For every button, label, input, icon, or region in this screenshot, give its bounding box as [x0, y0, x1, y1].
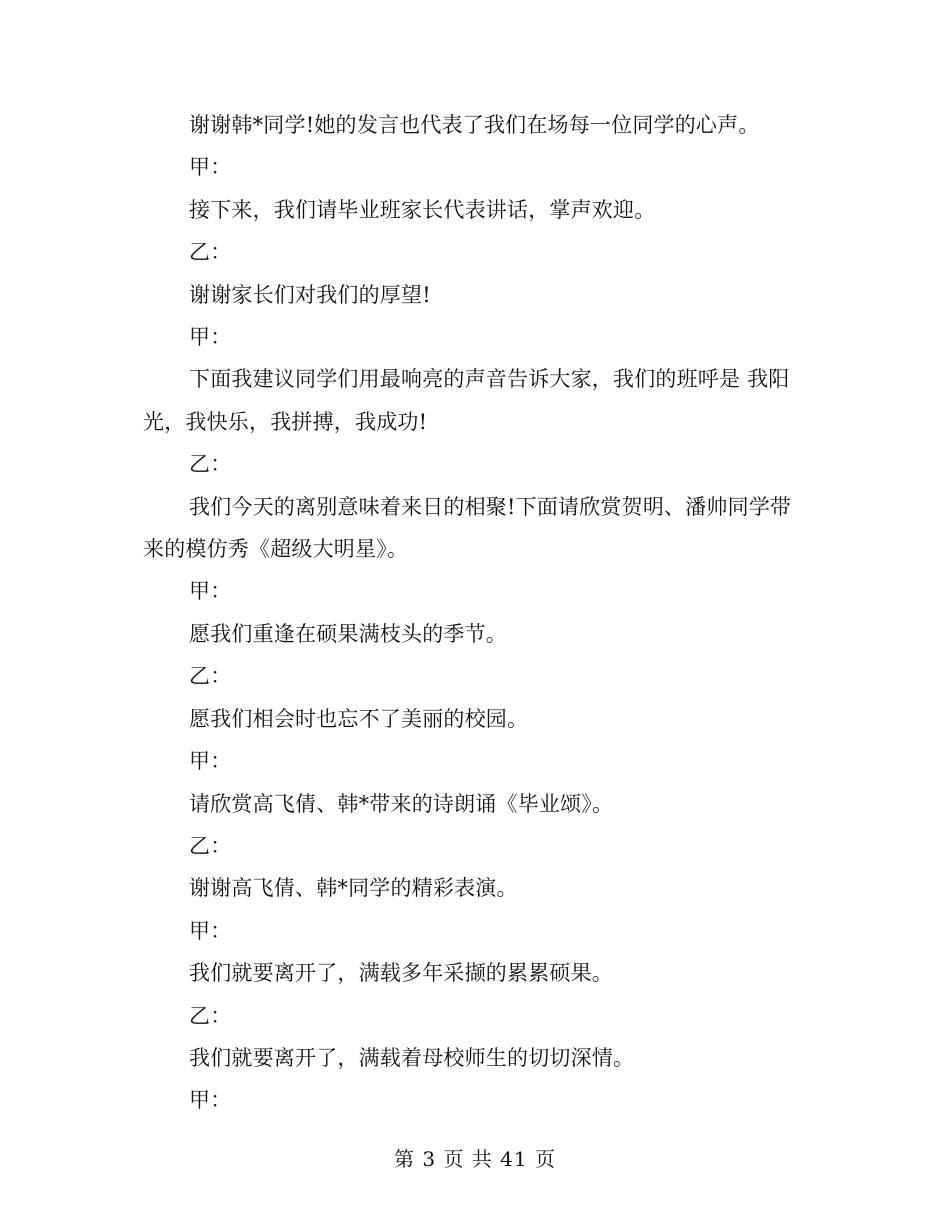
- speaker-label: 甲：: [189, 1088, 232, 1113]
- paragraph: 谢谢韩*同学!她的发言也代表了我们在场每一位同学的心声。: [189, 113, 760, 137]
- paragraph: 我们就要离开了，满载多年采撷的累累硕果。: [189, 961, 613, 986]
- speaker-label: 甲：: [189, 918, 232, 943]
- speaker-label: 甲：: [189, 749, 232, 774]
- speaker-label: 乙：: [189, 240, 232, 265]
- speaker-label: 乙：: [189, 664, 232, 689]
- speaker-label: 甲：: [189, 579, 232, 604]
- speaker-label: 乙：: [189, 452, 232, 477]
- paragraph: 愿我们相会时也忘不了美丽的校园。: [189, 706, 529, 731]
- document-body: [143, 104, 808, 1122]
- paragraph: 下面我建议同学们用最响亮的声音告诉大家，我们的班呼是 我阳光，我快乐，我拼搏，我成功!: [143, 367, 790, 434]
- paragraph: 谢谢高飞倩、韩*同学的精彩表演。: [189, 876, 518, 901]
- paragraph: 谢谢家长们对我们的厚望!: [189, 282, 431, 307]
- speaker-label: 乙：: [189, 833, 232, 858]
- speaker-label: 甲：: [189, 325, 232, 350]
- speaker-label: 甲：: [189, 155, 232, 180]
- paragraph: 愿我们重逢在硕果满枝头的季节。: [189, 621, 507, 646]
- paragraph: 我们就要离开了，满载着母校师生的切切深情。: [189, 1045, 635, 1070]
- page-number-footer: 第 3 页 共 41 页: [394, 1147, 556, 1171]
- paragraph: 请欣赏高飞倩、韩*带来的诗朗诵《毕业颂》。: [189, 791, 614, 816]
- speaker-label: 乙：: [189, 1003, 232, 1028]
- paragraph: 我们今天的离别意味着来日的相聚!下面请欣赏贺明、潘帅同学带来的模仿秀《超级大明星》。: [143, 494, 792, 562]
- paragraph: 接下来，我们请毕业班家长代表讲话，掌声欢迎。: [189, 197, 656, 222]
